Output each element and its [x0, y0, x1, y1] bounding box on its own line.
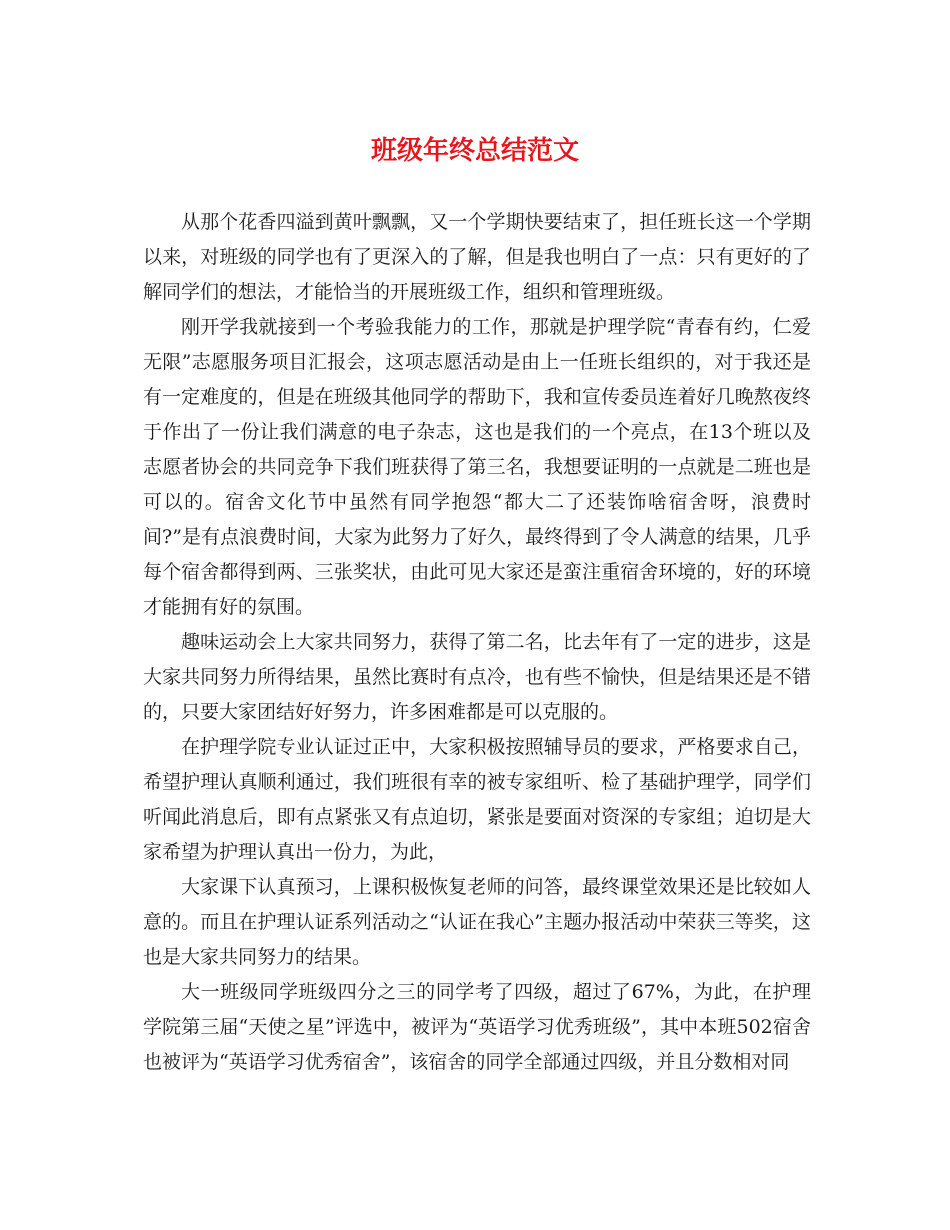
paragraph-5: 大家课下认真预习，上课积极恢复老师的问答，最终课堂效果还是比较如人意的。而且在护理认证系列活动之“认证在我心”主题办报活动中荣获三等奖，这也是大家共同努力的结果。	[143, 876, 811, 968]
document-body	[143, 205, 811, 1080]
paragraph-4: 在护理学院专业认证过正中，大家积极按照辅导员的要求，严格要求自己，希望护理认真顺利通过，我们班很有幸的被专家组听、检了基础护理学，同学们听闻此消息后，即有点紧张又有点迫切，紧张是要面对资深的专家组；迫切是大家希望为护理认真出一份力，为此，	[143, 736, 811, 863]
paragraph-1: 从那个花香四溢到黄叶飘飘，又一个学期快要结束了，担任班长这一个学期以来，对班级的同学也有了更深入的了解，但是我也明白了一点：只有更好的了解同学们的想法，才能恰当的开展班级工作，组织和管理班级。	[143, 211, 811, 303]
document-title: 班级年终总结范文	[370, 136, 579, 166]
paragraph-6: 大一班级同学班级四分之三的同学考了四级，超过了67%，为此，在护理学院第三届“天使之星”评选中，被评为“英语学习优秀班级”，其中本班502宿舍也被评为“英语学习优秀宿舍”，该宿舍的同学全部通过四级，并且分数相对同	[143, 981, 811, 1073]
paragraph-2: 刚开学我就接到一个考验我能力的工作，那就是护理学院“青春有约，仁爱无限”志愿服务项目汇报会，这项志愿活动是由上一任班长组织的，对于我还是有一定难度的，但是在班级其他同学的帮助下，我和宣传委员连着好几晚熬夜终于作出了一份让我们满意的电子杂志，这也是我们的一个亮点，在13个班以及志愿者协会的共同竞争下我们班获得了第三名，我想要证明的一点就是二班也是可以的。宿舍文化节中虽然有同学抱怨“都大二了还装饰啥宿舍呀，浪费时间?”是有点浪费时间，大家为此努力了好久，最终得到了令人满意的结果，几乎每个宿舍都得到两、三张奖状，由此可见大家还是蛮注重宿舍环境的，好的环境才能拥有好的氛围。	[143, 316, 811, 618]
paragraph-3: 趣味运动会上大家共同努力，获得了第二名，比去年有了一定的进步，这是大家共同努力所得结果，虽然比赛时有点冷，也有些不愉快，但是结果还是不错的，只要大家团结好好努力，许多困难都是可以克服的。	[143, 631, 811, 723]
